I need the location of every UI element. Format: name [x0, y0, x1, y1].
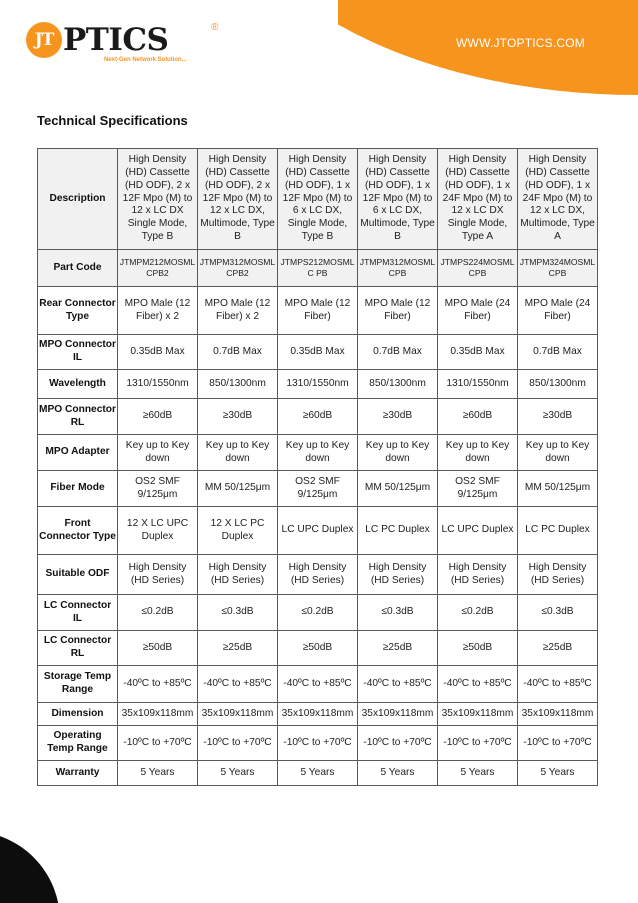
- table-cell: High Density (HD) Cassette (HD ODF), 2 x 12F Mpo (M) to 12 x LC DX, Multimode, Type B: [198, 149, 278, 250]
- table-cell: 1310/1550nm: [438, 370, 518, 399]
- table-cell: ≤0.2dB: [278, 595, 358, 631]
- table-cell: High Density (HD) Cassette (HD ODF), 1 x 24F Mpo (M) to 12 x LC DX, Multimode, Type A: [518, 149, 598, 250]
- table-row: [38, 399, 598, 435]
- table-cell: Key up to Key down: [118, 435, 198, 471]
- spec-table: [37, 148, 598, 786]
- table-cell: 35x109x118mm: [438, 703, 518, 726]
- table-cell: 35x109x118mm: [358, 703, 438, 726]
- table-cell: OS2 SMF 9/125μm: [118, 471, 198, 507]
- table-cell: 35x109x118mm: [518, 703, 598, 726]
- table-cell: MM 50/125μm: [358, 471, 438, 507]
- table-cell: -10ºC to +70ºC: [278, 726, 358, 761]
- row-header: Part Code: [38, 250, 118, 287]
- table-row: [38, 471, 598, 507]
- table-cell: 5 Years: [358, 761, 438, 786]
- row-header: MPO Adapter: [38, 435, 118, 471]
- table-cell: 5 Years: [198, 761, 278, 786]
- table-cell: Key up to Key down: [518, 435, 598, 471]
- table-cell: High Density (HD) Cassette (HD ODF), 1 x 12F Mpo (M) to 6 x LC DX, Single Mode, Type B: [278, 149, 358, 250]
- table-cell: LC PC Duplex: [518, 507, 598, 555]
- table-cell: 850/1300nm: [518, 370, 598, 399]
- table-cell: JTMPM212MOSML CPB2: [118, 250, 198, 287]
- table-cell: ≥25dB: [198, 631, 278, 666]
- table-cell: 0.7dB Max: [198, 335, 278, 370]
- row-header: Rear Connector Type: [38, 287, 118, 335]
- table-row: [38, 507, 598, 555]
- table-cell: OS2 SMF 9/125μm: [438, 471, 518, 507]
- logo-word: PTICS: [63, 22, 169, 58]
- table-cell: -40ºC to +85ºC: [118, 666, 198, 703]
- table-row: [38, 631, 598, 666]
- row-header: MPO Connector IL: [38, 335, 118, 370]
- table-cell: ≤0.2dB: [118, 595, 198, 631]
- spec-table-body: [38, 149, 598, 786]
- table-cell: 12 X LC PC Duplex: [198, 507, 278, 555]
- table-cell: ≤0.2dB: [438, 595, 518, 631]
- table-cell: MPO Male (12 Fiber): [278, 287, 358, 335]
- row-header: Operating Temp Range: [38, 726, 118, 761]
- table-cell: Key up to Key down: [358, 435, 438, 471]
- table-cell: ≥60dB: [438, 399, 518, 435]
- table-cell: -40ºC to +85ºC: [278, 666, 358, 703]
- table-cell: JTMPS224MOSML CPB: [438, 250, 518, 287]
- table-cell: 35x109x118mm: [198, 703, 278, 726]
- section-title: Technical Specifications: [37, 113, 188, 128]
- table-cell: OS2 SMF 9/125μm: [278, 471, 358, 507]
- table-cell: High Density (HD Series): [278, 555, 358, 595]
- table-cell: -40ºC to +85ºC: [358, 666, 438, 703]
- table-cell: ≥60dB: [118, 399, 198, 435]
- table-cell: 0.7dB Max: [358, 335, 438, 370]
- table-cell: ≤0.3dB: [518, 595, 598, 631]
- table-cell: ≥30dB: [198, 399, 278, 435]
- table-row: [38, 595, 598, 631]
- table-cell: ≤0.3dB: [358, 595, 438, 631]
- table-cell: MPO Male (24 Fiber): [438, 287, 518, 335]
- table-cell: High Density (HD Series): [358, 555, 438, 595]
- table-cell: High Density (HD) Cassette (HD ODF), 1 x 12F Mpo (M) to 6 x LC DX, Multimode, Type B: [358, 149, 438, 250]
- row-header: Wavelength: [38, 370, 118, 399]
- table-cell: MM 50/125μm: [198, 471, 278, 507]
- table-cell: -10ºC to +70ºC: [358, 726, 438, 761]
- black-blob: [0, 831, 60, 903]
- table-cell: -40ºC to +85ºC: [518, 666, 598, 703]
- table-cell: LC UPC Duplex: [278, 507, 358, 555]
- table-cell: ≥50dB: [278, 631, 358, 666]
- table-cell: -40ºC to +85ºC: [198, 666, 278, 703]
- table-cell: 1310/1550nm: [118, 370, 198, 399]
- black-corner-shape: [0, 831, 62, 903]
- table-cell: ≥30dB: [358, 399, 438, 435]
- table-cell: ≤0.3dB: [198, 595, 278, 631]
- row-header: Description: [38, 149, 118, 250]
- table-cell: ≥50dB: [438, 631, 518, 666]
- table-cell: High Density (HD) Cassette (HD ODF), 1 x 24F Mpo (M) to 12 x LC DX Single Mode, Type A: [438, 149, 518, 250]
- table-cell: JTMPM312MOSML CPB: [358, 250, 438, 287]
- table-cell: 0.35dB Max: [278, 335, 358, 370]
- table-cell: ≥25dB: [358, 631, 438, 666]
- table-cell: ≥60dB: [278, 399, 358, 435]
- table-cell: High Density (HD Series): [518, 555, 598, 595]
- table-cell: 0.35dB Max: [118, 335, 198, 370]
- table-row: [38, 335, 598, 370]
- table-cell: High Density (HD Series): [198, 555, 278, 595]
- table-cell: -10ºC to +70ºC: [118, 726, 198, 761]
- table-cell: -10ºC to +70ºC: [518, 726, 598, 761]
- table-cell: JTMPM312MOSML CPB2: [198, 250, 278, 287]
- table-row: [38, 703, 598, 726]
- table-cell: ≥50dB: [118, 631, 198, 666]
- table-cell: Key up to Key down: [278, 435, 358, 471]
- logo-tagline: Next-Gen Network Solution...: [104, 57, 187, 63]
- table-cell: 850/1300nm: [358, 370, 438, 399]
- row-header: Front Connector Type: [38, 507, 118, 555]
- table-cell: ≥30dB: [518, 399, 598, 435]
- table-cell: 850/1300nm: [198, 370, 278, 399]
- table-cell: LC UPC Duplex: [438, 507, 518, 555]
- table-cell: 5 Years: [518, 761, 598, 786]
- row-header: Storage Temp Range: [38, 666, 118, 703]
- table-cell: LC PC Duplex: [358, 507, 438, 555]
- logo-initials: JT: [26, 22, 62, 58]
- table-cell: ≥25dB: [518, 631, 598, 666]
- table-cell: 0.7dB Max: [518, 335, 598, 370]
- table-row: [38, 149, 598, 250]
- table-cell: 0.35dB Max: [438, 335, 518, 370]
- table-cell: Key up to Key down: [438, 435, 518, 471]
- row-header: MPO Connector RL: [38, 399, 118, 435]
- table-cell: MM 50/125μm: [518, 471, 598, 507]
- row-header: LC Connector RL: [38, 631, 118, 666]
- table-cell: JTMPS212MOSMLC PB: [278, 250, 358, 287]
- table-cell: -10ºC to +70ºC: [438, 726, 518, 761]
- table-cell: Key up to Key down: [198, 435, 278, 471]
- table-cell: 12 X LC UPC Duplex: [118, 507, 198, 555]
- table-row: [38, 726, 598, 761]
- website-url: WWW.JTOPTICS.COM: [456, 36, 585, 50]
- table-row: [38, 666, 598, 703]
- table-cell: MPO Male (24 Fiber): [518, 287, 598, 335]
- table-cell: MPO Male (12 Fiber) x 2: [118, 287, 198, 335]
- table-cell: -40ºC to +85ºC: [438, 666, 518, 703]
- table-cell: 5 Years: [118, 761, 198, 786]
- table-cell: -10ºC to +70ºC: [198, 726, 278, 761]
- table-cell: JTMPM324MOSML CPB: [518, 250, 598, 287]
- table-cell: 5 Years: [278, 761, 358, 786]
- row-header: Fiber Mode: [38, 471, 118, 507]
- brand-logo: [26, 20, 219, 68]
- table-row: [38, 370, 598, 399]
- table-cell: 1310/1550nm: [278, 370, 358, 399]
- logo-registered-mark: ®: [211, 22, 219, 33]
- table-cell: 35x109x118mm: [278, 703, 358, 726]
- table-cell: High Density (HD Series): [118, 555, 198, 595]
- table-cell: MPO Male (12 Fiber) x 2: [198, 287, 278, 335]
- row-header: LC Connector IL: [38, 595, 118, 631]
- table-cell: MPO Male (12 Fiber): [358, 287, 438, 335]
- row-header: Dimension: [38, 703, 118, 726]
- table-row: [38, 287, 598, 335]
- table-cell: High Density (HD Series): [438, 555, 518, 595]
- table-row: [38, 435, 598, 471]
- table-cell: High Density (HD) Cassette (HD ODF), 2 x 12F Mpo (M) to 12 x LC DX Single Mode, Type B: [118, 149, 198, 250]
- table-row: [38, 761, 598, 786]
- table-row: [38, 555, 598, 595]
- table-row: [38, 250, 598, 287]
- row-header: Warranty: [38, 761, 118, 786]
- table-cell: 5 Years: [438, 761, 518, 786]
- row-header: Suitable ODF: [38, 555, 118, 595]
- table-cell: 35x109x118mm: [118, 703, 198, 726]
